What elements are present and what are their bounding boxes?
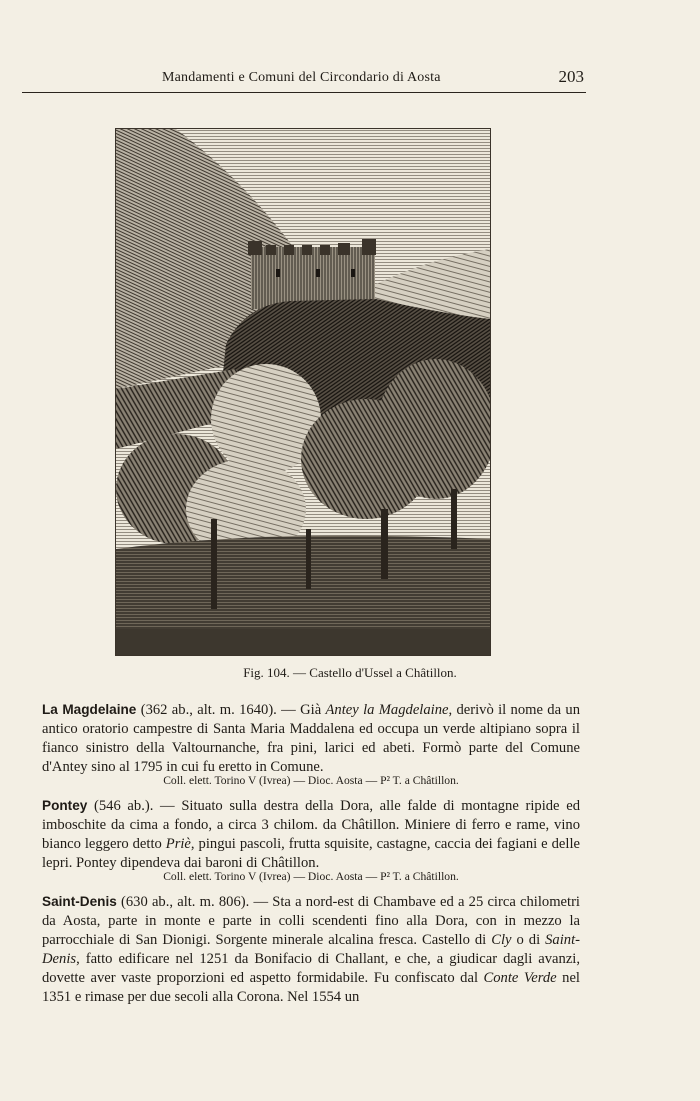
entry-saint-denis: Saint-Denis (630 ab., alt. m. 806). — Sta a nord-est di Chambave ed a 25 circa chilometri da Aosta, parte in monte e parte in colli scendenti fino alla Dora, con in mezzo la parrocchiale di San Dionigi. Sorgente minerale alcalina fresca. Castello di Cly o di Saint-Denis, fatto edificare nel 1251 da Bonifacio di Challant, e che, a giudicar dagli avanzi, dovette aver vaste proporzioni ed aspetto formidabile. Fu confiscato dal Conte Verde nel 1351 e rimase per due secoli alla Corona. Nel 1554 un [42, 894, 580, 1005]
entry-heading: Saint-Denis [42, 894, 117, 909]
castle-drawing [248, 239, 376, 309]
header-title: Mandamenti e Comuni del Circondario di Aosta [162, 70, 441, 85]
entry-note: Coll. elett. Torino V (Ivrea) — Dioc. Aosta — P² T. a Châtillon. [163, 774, 459, 787]
figure-caption: Fig. 104. — Castello d'Ussel a Châtillon. [243, 665, 457, 680]
running-header [22, 66, 586, 93]
entry-heading: La Magdelaine [42, 702, 137, 717]
entry-heading: Pontey [42, 798, 88, 813]
entry-pontey: Pontey (546 ab.). — Situato sulla destra della Dora, alle falde di montagne ripide ed imboschite da cima a fondo, a circa 3 chilom. da Châtillon. Miniere di ferro e rame, vino bianco leggero detto Priè, pingui pascoli, frutta squisite, castagne, caccia dei fagiani e delle lepri. Pontey dipendeva dai baroni di Châtillon. [42, 798, 580, 871]
entry-note: Coll. elett. Torino V (Ivrea) — Dioc. Aosta — P² T. a Châtillon. [163, 870, 459, 883]
entry-la-magdelaine: La Magdelaine (362 ab., alt. m. 1640). — Già Antey la Magdelaine, derivò il nome da un antico oratorio campestre di Santa Maria Maddalena ed occupa un verde altipiano sopra il fianco sinistro della Valtournanche, fra pini, larici ed abeti. Formò parte del Comune d'Antey sino al 1795 in cui fu eretto in Comune. [42, 702, 581, 775]
engraving-castle-illustration [115, 128, 491, 656]
page-number: 203 [558, 67, 584, 86]
